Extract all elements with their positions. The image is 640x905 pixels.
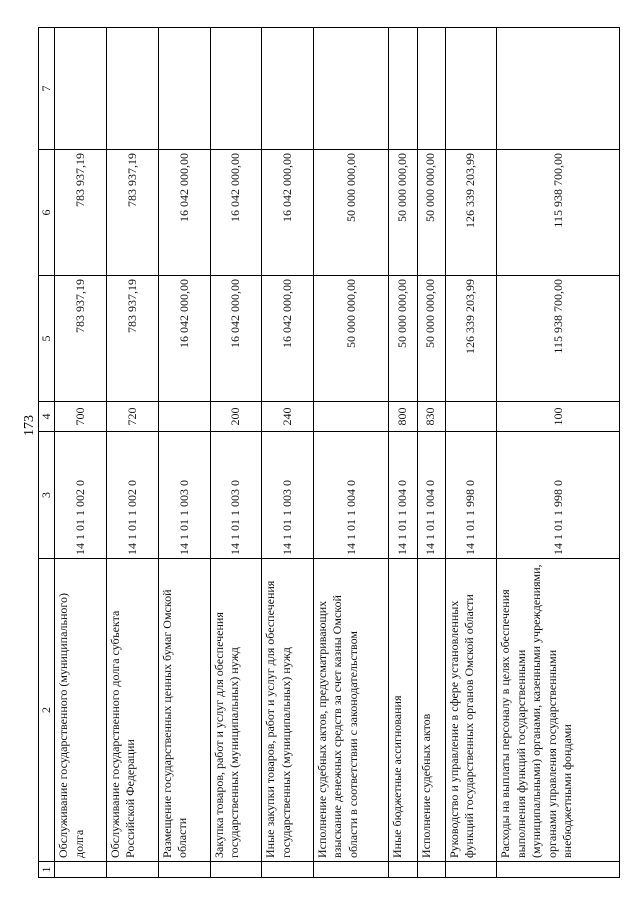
row-code: 14 1 01 1 998 0: [445, 432, 497, 559]
table-row: [445, 28, 497, 878]
row-code: 14 1 01 1 002 0: [107, 432, 159, 559]
row-expense-type: [445, 402, 497, 432]
row-sum-col5: 50 000 000,00: [417, 276, 445, 402]
row-sum-col5: 16 042 000,00: [210, 276, 262, 402]
table-row: [417, 28, 445, 878]
column-header: 4: [39, 402, 55, 432]
row-code: 14 1 01 1 998 0: [497, 432, 620, 559]
empty-cell: [107, 862, 159, 878]
table-row: [314, 28, 389, 878]
rotated-table-wrapper: [38, 28, 620, 878]
row-name: Исполнение судебных актов: [417, 559, 445, 862]
row-sum-col5: 16 042 000,00: [262, 276, 314, 402]
empty-cell: [314, 862, 389, 878]
row-expense-type: 240: [262, 402, 314, 432]
row-sum-col6: 16 042 000,00: [210, 150, 262, 276]
row-sum-col6: 783 937,19: [55, 150, 107, 276]
row-expense-type: 720: [107, 402, 159, 432]
column-header: 5: [39, 276, 55, 402]
table-row: [107, 28, 159, 878]
row-name: Руководство и управление в сфере установленных функций государственных органов Омской области: [445, 559, 497, 862]
row-code: 14 1 01 1 003 0: [158, 432, 210, 559]
row-expense-type: 200: [210, 402, 262, 432]
row-sum-col6: 783 937,19: [107, 150, 159, 276]
table-row: [210, 28, 262, 878]
row-sum-col5: 126 339 203,99: [445, 276, 497, 402]
column-header: 6: [39, 150, 55, 276]
row-sum-col6: 16 042 000,00: [158, 150, 210, 276]
table-row: [55, 28, 107, 878]
row-expense-type: 800: [389, 402, 417, 432]
empty-cell: [262, 28, 314, 150]
budget-table: [38, 27, 620, 878]
column-header: 3: [39, 432, 55, 559]
row-code: 14 1 01 1 004 0: [389, 432, 417, 559]
row-code: 14 1 01 1 002 0: [55, 432, 107, 559]
empty-cell: [158, 862, 210, 878]
table-row: [262, 28, 314, 878]
table-row: [389, 28, 417, 878]
column-header: 7: [39, 28, 55, 150]
row-sum-col5: 50 000 000,00: [314, 276, 389, 402]
empty-cell: [55, 28, 107, 150]
row-name: Исполнение судебных актов, предусматривающих взыскание денежных средств за счет казны Омской области в соответствии с законодательством: [314, 559, 389, 862]
row-expense-type: 100: [497, 402, 620, 432]
row-expense-type: 700: [55, 402, 107, 432]
row-sum-col6: 115 938 700,00: [497, 150, 620, 276]
row-code: 14 1 01 1 004 0: [314, 432, 389, 559]
row-code: 14 1 01 1 003 0: [262, 432, 314, 559]
table-row: [158, 28, 210, 878]
empty-cell: [389, 28, 417, 150]
row-name: Расходы на выплаты персоналу в целях обеспечения выполнения функций государственными (муниципальными) органами, казенными учреждениями, органами управления государственными внебюджетными фондами: [497, 559, 620, 862]
row-sum-col6: 50 000 000,00: [389, 150, 417, 276]
row-expense-type: 830: [417, 402, 445, 432]
row-sum-col6: 50 000 000,00: [417, 150, 445, 276]
row-name: Обслуживание государственного (муниципального) долга: [55, 559, 107, 862]
column-header: 1: [39, 862, 55, 878]
row-sum-col6: 50 000 000,00: [314, 150, 389, 276]
empty-cell: [417, 862, 445, 878]
empty-cell: [107, 28, 159, 150]
empty-cell: [445, 28, 497, 150]
empty-cell: [55, 862, 107, 878]
table-row: [497, 28, 620, 878]
empty-cell: [389, 862, 417, 878]
row-sum-col6: 16 042 000,00: [262, 150, 314, 276]
empty-cell: [497, 862, 620, 878]
column-header: 2: [39, 559, 55, 862]
row-code: 14 1 01 1 003 0: [210, 432, 262, 559]
row-sum-col5: 783 937,19: [107, 276, 159, 402]
empty-cell: [210, 862, 262, 878]
row-code: 14 1 01 1 004 0: [417, 432, 445, 559]
row-sum-col5: 783 937,19: [55, 276, 107, 402]
row-name: Иные закупки товаров, работ и услуг для обеспечения государственных (муниципальных) нужд: [262, 559, 314, 862]
row-name: Иные бюджетные ассигнования: [389, 559, 417, 862]
row-sum-col5: 16 042 000,00: [158, 276, 210, 402]
row-expense-type: [314, 402, 389, 432]
empty-cell: [497, 28, 620, 150]
empty-cell: [158, 28, 210, 150]
row-expense-type: [158, 402, 210, 432]
row-sum-col6: 126 339 203,99: [445, 150, 497, 276]
empty-cell: [262, 862, 314, 878]
page-number: 173: [22, 415, 37, 436]
empty-cell: [417, 28, 445, 150]
header-row: [39, 28, 55, 878]
row-name: Размещение государственных ценных бумаг Омской области: [158, 559, 210, 862]
row-sum-col5: 50 000 000,00: [389, 276, 417, 402]
empty-cell: [210, 28, 262, 150]
empty-cell: [314, 28, 389, 150]
row-sum-col5: 115 938 700,00: [497, 276, 620, 402]
row-name: Обслуживание государственного долга субъекта Российской Федерации: [107, 559, 159, 862]
empty-cell: [445, 862, 497, 878]
row-name: Закупка товаров, работ и услуг для обеспечения государственных (муниципальных) нужд: [210, 559, 262, 862]
